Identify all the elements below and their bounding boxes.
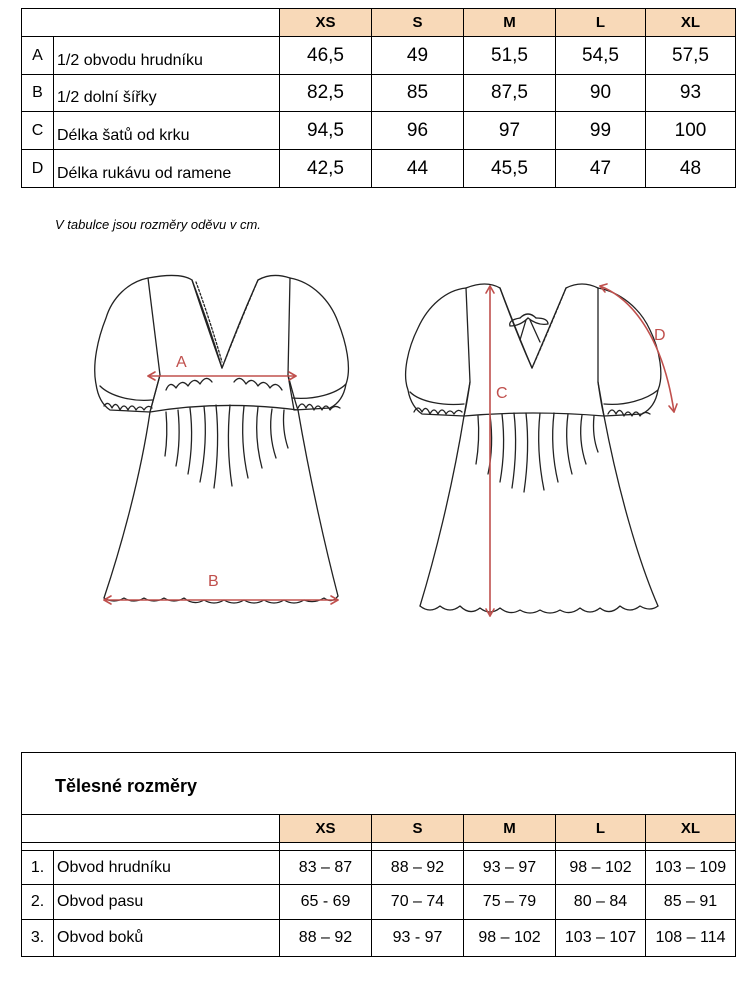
- table-title: Tělesné rozměry: [55, 776, 198, 796]
- value-cell: 93 – 97: [463, 850, 555, 884]
- units-note: V tabulce jsou rozměry oděvu v cm.: [55, 217, 261, 232]
- value-cell: 93: [645, 74, 736, 111]
- size-header-s: S: [371, 814, 463, 842]
- value-cell: 94,5: [279, 111, 371, 149]
- row-label: Obvod boků: [53, 919, 279, 957]
- garment-size-table: [21, 8, 736, 188]
- row-label: Délka rukávu od ramene: [53, 149, 279, 188]
- value-cell: 51,5: [463, 36, 555, 74]
- value-cell: 98 – 102: [463, 919, 555, 957]
- dress-front-view: [95, 275, 349, 603]
- row-letter: B: [21, 74, 53, 111]
- measure-a-label: A: [176, 354, 187, 371]
- header-blank-cell: [21, 814, 279, 842]
- value-cell: 103 – 107: [555, 919, 645, 957]
- size-header-xs: XS: [279, 8, 371, 36]
- row-index: 1.: [21, 850, 53, 884]
- value-cell: 54,5: [555, 36, 645, 74]
- value-cell: 80 – 84: [555, 884, 645, 919]
- value-cell: 57,5: [645, 36, 736, 74]
- size-header-m: M: [463, 8, 555, 36]
- value-cell: 82,5: [279, 74, 371, 111]
- table-row: [21, 74, 736, 111]
- size-header-xl: XL: [645, 8, 736, 36]
- size-header-l: L: [555, 8, 645, 36]
- table-header-row: [21, 8, 736, 36]
- body-size-table: [21, 752, 736, 957]
- row-label: 1/2 obvodu hrudníku: [53, 36, 279, 74]
- table-row: [21, 919, 736, 957]
- value-cell: 103 – 109: [645, 850, 736, 884]
- spacer-cell: [555, 842, 645, 850]
- value-cell: 108 – 114: [645, 919, 736, 957]
- row-letter: C: [21, 111, 53, 149]
- value-cell: 70 – 74: [371, 884, 463, 919]
- value-cell: 83 – 87: [279, 850, 371, 884]
- value-cell: 99: [555, 111, 645, 149]
- measure-b-line: [104, 596, 338, 604]
- value-cell: 46,5: [279, 36, 371, 74]
- spacer-cell: [21, 842, 279, 850]
- value-cell: 85 – 91: [645, 884, 736, 919]
- value-cell: 45,5: [463, 149, 555, 188]
- value-cell: 96: [371, 111, 463, 149]
- row-letter: D: [21, 149, 53, 188]
- measure-c-line: [486, 286, 494, 616]
- dress-technical-drawing: [0, 260, 750, 630]
- measure-d-line: [600, 284, 677, 412]
- row-index: 2.: [21, 884, 53, 919]
- measure-a-line: [148, 372, 296, 380]
- table-row: [21, 884, 736, 919]
- size-header-s: S: [371, 8, 463, 36]
- dress-back-view: [406, 284, 661, 613]
- value-cell: 85: [371, 74, 463, 111]
- size-header-m: M: [463, 814, 555, 842]
- spacer-cell: [645, 842, 736, 850]
- value-cell: 75 – 79: [463, 884, 555, 919]
- table-row: [21, 850, 736, 884]
- table-header-row: [21, 814, 736, 842]
- spacer-row: [21, 842, 736, 850]
- value-cell: 48: [645, 149, 736, 188]
- row-label: Obvod hrudníku: [53, 850, 279, 884]
- value-cell: 97: [463, 111, 555, 149]
- value-cell: 100: [645, 111, 736, 149]
- value-cell: 44: [371, 149, 463, 188]
- spacer-cell: [371, 842, 463, 850]
- table-row: [21, 149, 736, 188]
- value-cell: 65 - 69: [279, 884, 371, 919]
- measure-d-label: D: [654, 327, 666, 344]
- row-label: Délka šatů od krku: [53, 111, 279, 149]
- value-cell: 49: [371, 36, 463, 74]
- value-cell: 47: [555, 149, 645, 188]
- size-header-l: L: [555, 814, 645, 842]
- row-letter: A: [21, 36, 53, 74]
- header-blank-cell: [21, 8, 279, 36]
- size-header-xl: XL: [645, 814, 736, 842]
- measure-c-label: C: [496, 385, 508, 402]
- value-cell: 88 – 92: [279, 919, 371, 957]
- size-header-xs: XS: [279, 814, 371, 842]
- value-cell: 90: [555, 74, 645, 111]
- value-cell: 42,5: [279, 149, 371, 188]
- row-index: 3.: [21, 919, 53, 957]
- spacer-cell: [463, 842, 555, 850]
- value-cell: 88 – 92: [371, 850, 463, 884]
- value-cell: 98 – 102: [555, 850, 645, 884]
- value-cell: 87,5: [463, 74, 555, 111]
- row-label: 1/2 dolní šířky: [53, 74, 279, 111]
- table-row: [21, 111, 736, 149]
- value-cell: 93 - 97: [371, 919, 463, 957]
- measure-b-label: B: [208, 573, 219, 590]
- spacer-cell: [279, 842, 371, 850]
- row-label: Obvod pasu: [53, 884, 279, 919]
- table-row: [21, 36, 736, 74]
